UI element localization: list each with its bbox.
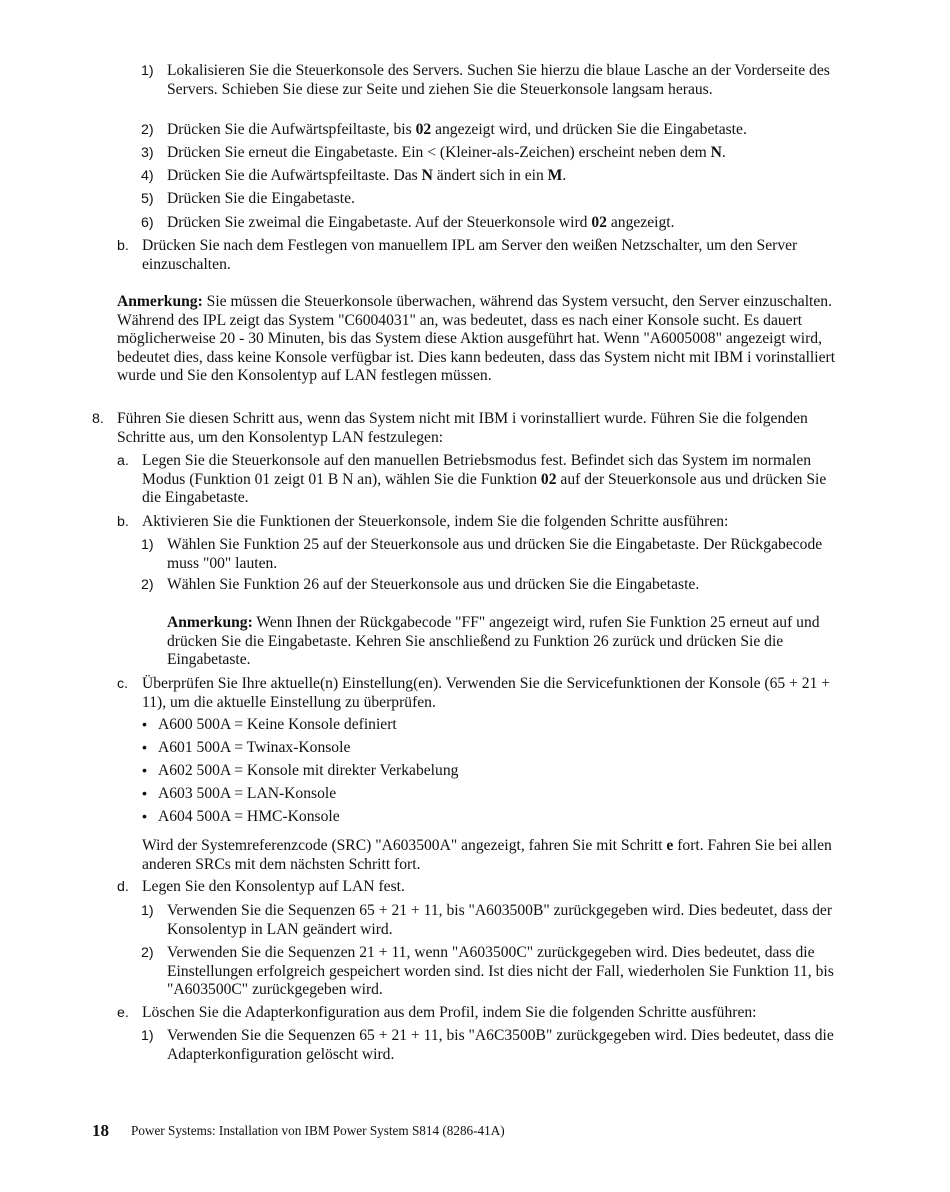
bullet-text: A604 500A = HMC-Konsole bbox=[158, 808, 340, 825]
bullet-marker: • bbox=[142, 786, 147, 802]
note: Anmerkung: Wenn Ihnen der Rückgabecode "FF" angezeigt wird, rufen Sie Funktion 25 erneut auf und drücken Sie die Eingabetaste. Kehren Sie anschließend zu Funktion 26 zurück und drücken Sie die Eingabetaste. bbox=[167, 614, 820, 669]
step-marker: 2) bbox=[141, 577, 154, 593]
step-marker: 3) bbox=[141, 145, 154, 161]
step-marker: b. bbox=[117, 514, 129, 530]
bullet-text: A603 500A = LAN-Konsole bbox=[158, 785, 337, 802]
step-text: Legen Sie den Konsolentyp auf LAN fest. bbox=[142, 878, 405, 895]
step-text: Drücken Sie nach dem Festlegen von manuellem IPL am Server den weißen Netzschalter, um den Server einzuschalten. bbox=[142, 237, 798, 273]
paragraph: Wird der Systemreferenzcode (SRC) "A603500A" angezeigt, fahren Sie mit Schritt e fort. Fahren Sie bei allen anderen SRCs mit dem nächsten Schritt fort. bbox=[142, 837, 832, 873]
step-marker: e. bbox=[117, 1005, 129, 1021]
step-text: Überprüfen Sie Ihre aktuelle(n) Einstellung(en). Verwenden Sie die Servicefunktionen der Konsole (65 + 21 + 11), um die aktuelle Einstellung zu überprüfen. bbox=[142, 675, 831, 711]
step-text: Verwenden Sie die Sequenzen 65 + 21 + 11, bis "A603500B" zurückgegeben wird. Dies bedeutet, dass der Konsolentyp in LAN geändert wird. bbox=[167, 902, 833, 938]
note: Anmerkung: Sie müssen die Steuerkonsole überwachen, während das System versucht, den Server einzuschalten. Während des IPL zeigt das System "C6004031" an, was bedeutet, dass es nach einer Konsole sucht. Es dauert möglicherweise 20 - 30 Minuten, bis das System diese Aktion ausgeführt hat. Wenn "A6005008" angezeigt wird, bedeutet dies, dass keine Konsole verfügbar ist. Dies kann bedeuten, dass das System nicht mit IBM i vorinstalliert wurde und Sie den Konsolentyp auf LAN festlegen müssen. bbox=[117, 293, 836, 385]
step-text: Wählen Sie Funktion 26 auf der Steuerkonsole aus und drücken Sie die Eingabetaste. bbox=[167, 576, 700, 593]
step-marker: 1) bbox=[141, 903, 154, 919]
bullet-marker: • bbox=[142, 763, 147, 779]
step-text: Drücken Sie die Aufwärtspfeiltaste. Das N ändert sich in ein M. bbox=[167, 167, 567, 184]
step-text: Führen Sie diesen Schritt aus, wenn das System nicht mit IBM i vorinstalliert wurde. Führen Sie die folgenden Schritte aus, um den Konsolentyp LAN festzulegen: bbox=[117, 410, 808, 446]
step-marker: a. bbox=[117, 453, 129, 469]
step-text: Löschen Sie die Adapterkonfiguration aus dem Profil, indem Sie die folgenden Schritte ausführen: bbox=[142, 1004, 757, 1021]
step-text: Wählen Sie Funktion 25 auf der Steuerkonsole aus und drücken Sie die Eingabetaste. Der Rückgabecode muss "00" lauten. bbox=[167, 536, 823, 572]
step-text: Drücken Sie die Aufwärtspfeiltaste, bis 02 angezeigt wird, und drücken Sie die Eingabetaste. bbox=[167, 121, 747, 138]
step-marker: b. bbox=[117, 238, 129, 254]
step-text: Drücken Sie erneut die Eingabetaste. Ein < (Kleiner-als-Zeichen) erscheint neben dem N. bbox=[167, 144, 726, 161]
step-marker: 2) bbox=[141, 945, 154, 961]
bullet-marker: • bbox=[142, 717, 147, 733]
step-marker: 2) bbox=[141, 122, 154, 138]
step-marker: 5) bbox=[141, 191, 154, 207]
step-marker: c. bbox=[117, 676, 129, 692]
bullet-text: A602 500A = Konsole mit direkter Verkabelung bbox=[158, 762, 459, 779]
bullet-marker: • bbox=[142, 740, 147, 756]
footer-title: Power Systems: Installation von IBM Power System S814 (8286-41A) bbox=[131, 1123, 505, 1138]
step-text: Legen Sie die Steuerkonsole auf den manuellen Betriebsmodus fest. Befindet sich das System im normalen Modus (Funktion 01 zeigt 01 B N an), wählen Sie die Funktion 02 auf der Steuerkonsole aus und drücken Sie die Eingabetaste. bbox=[142, 452, 827, 507]
bullet-text: A600 500A = Keine Konsole definiert bbox=[158, 716, 397, 733]
step-marker: 4) bbox=[141, 168, 154, 184]
step-marker: d. bbox=[117, 879, 129, 895]
bullet-text: A601 500A = Twinax-Konsole bbox=[158, 739, 351, 756]
page-number: 18 bbox=[92, 1121, 109, 1140]
step-marker: 1) bbox=[141, 537, 154, 553]
step-text: Verwenden Sie die Sequenzen 21 + 11, wenn "A603500C" zurückgegeben wird. Dies bedeutet, dass die Einstellungen erfolgreich gespeichert worden sind. Ist dies nicht der Fall, wiederholen Sie Funktion 11, bis "A603500C" zurückgegeben wird. bbox=[167, 944, 834, 999]
bullet-marker: • bbox=[142, 809, 147, 825]
step-text: Drücken Sie die Eingabetaste. bbox=[167, 190, 355, 207]
step-text: Aktivieren Sie die Funktionen der Steuerkonsole, indem Sie die folgenden Schritte ausführen: bbox=[142, 513, 729, 530]
step-text: Drücken Sie zweimal die Eingabetaste. Auf der Steuerkonsole wird 02 angezeigt. bbox=[167, 214, 675, 231]
step-marker: 6) bbox=[141, 215, 154, 231]
step-marker: 8. bbox=[92, 411, 104, 427]
step-text: Lokalisieren Sie die Steuerkonsole des Servers. Suchen Sie hierzu die blaue Lasche an der Vorderseite des Servers. Schieben Sie diese zur Seite und ziehen Sie die Steuerkonsole langsam heraus. bbox=[167, 62, 830, 98]
step-marker: 1) bbox=[141, 1028, 154, 1044]
step-text: Verwenden Sie die Sequenzen 65 + 21 + 11, bis "A6C3500B" zurückgegeben wird. Dies bedeutet, dass die Adapterkonfiguration gelöscht wird. bbox=[167, 1027, 834, 1063]
step-marker: 1) bbox=[141, 63, 154, 79]
